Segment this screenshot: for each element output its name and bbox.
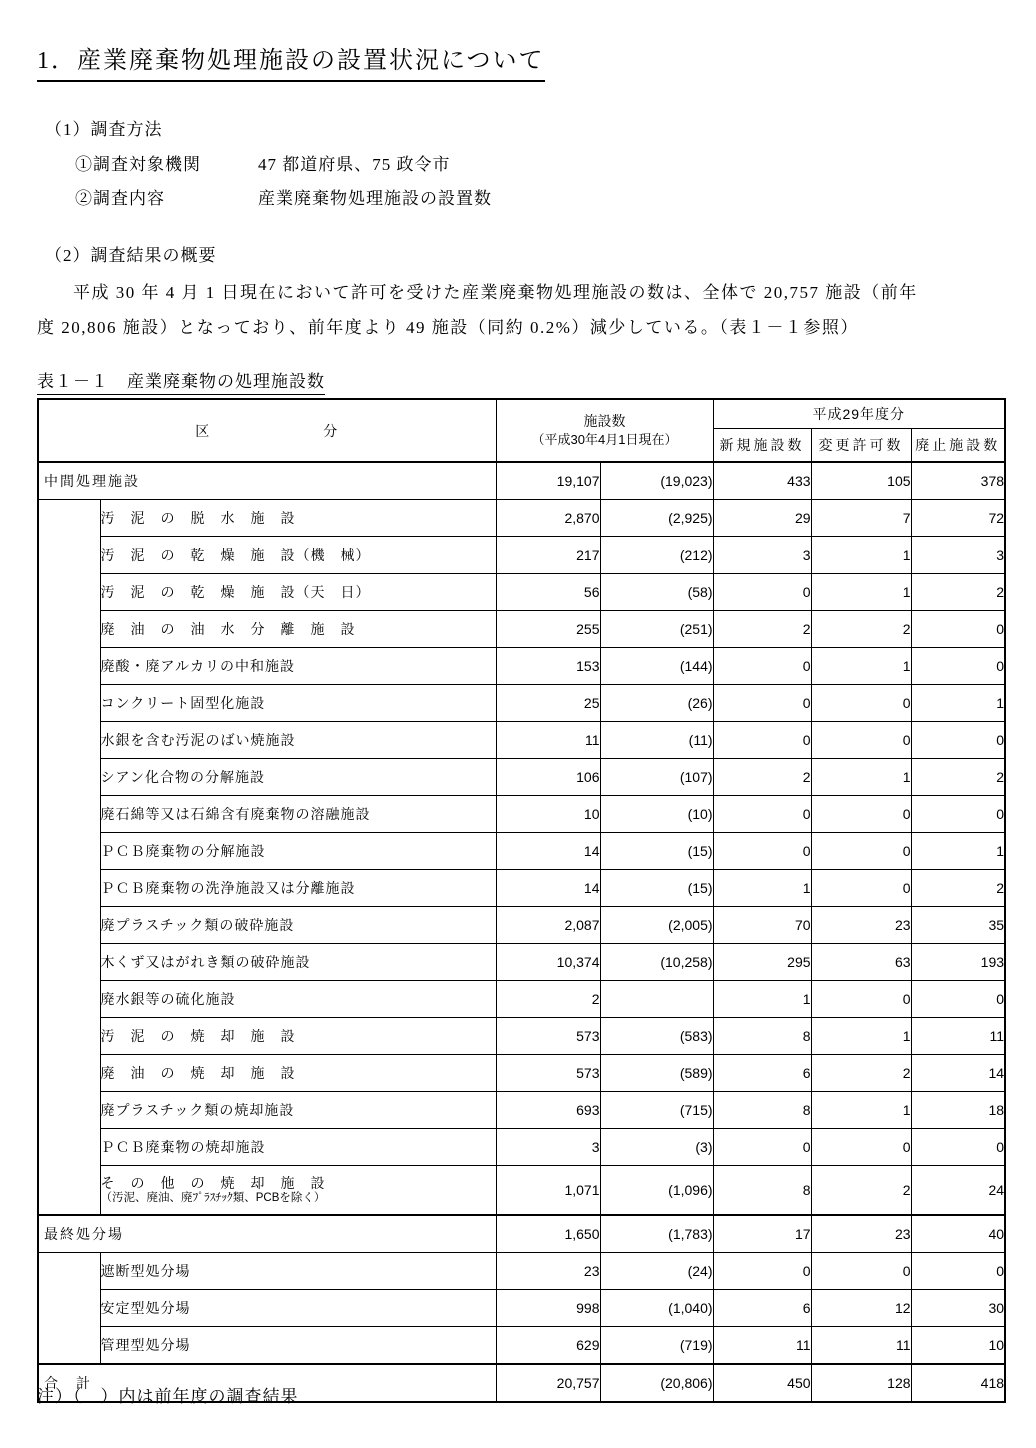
section2-heading: （2）調査結果の概要 <box>45 246 217 265</box>
cell-change: 1 <box>811 1018 911 1055</box>
table-row <box>38 1092 1005 1129</box>
cell-change: 2 <box>811 1166 911 1216</box>
cell-paren: (11) <box>600 722 713 759</box>
facilities-table <box>37 398 1006 1403</box>
cell-change: 0 <box>811 870 911 907</box>
cell-count: 10 <box>496 796 600 833</box>
cell-count: 2 <box>496 981 600 1018</box>
table-row <box>38 944 1005 981</box>
table-row <box>38 1018 1005 1055</box>
cell-new: 0 <box>713 1129 811 1166</box>
cell-paren: (3) <box>600 1129 713 1166</box>
cell-count: 629 <box>496 1327 600 1365</box>
table-row <box>38 611 1005 648</box>
cell-change: 1 <box>811 537 911 574</box>
cell-count: 153 <box>496 648 600 685</box>
header-count-line1: 施設数 <box>583 413 626 430</box>
cell-count: 217 <box>496 537 600 574</box>
survey-content-row <box>75 184 492 209</box>
header-kubun: 区 分 <box>38 399 496 462</box>
cell-new: 8 <box>713 1092 811 1129</box>
table-row <box>38 981 1005 1018</box>
cell-label: 木くず又はがれき類の破砕施設 <box>100 944 496 981</box>
cell-abolish: 0 <box>911 611 1005 648</box>
cell-label: コンクリート固型化施設 <box>100 685 496 722</box>
cell-label: 廃 油 の 油 水 分 離 施 設 <box>100 611 496 648</box>
cell-abolish: 418 <box>911 1364 1005 1402</box>
cell-paren <box>600 981 713 1018</box>
table-body <box>38 462 1005 1402</box>
cell-count: 20,757 <box>496 1364 600 1402</box>
cell-new: 3 <box>713 537 811 574</box>
cell-new: 0 <box>713 833 811 870</box>
cell-change: 0 <box>811 685 911 722</box>
table-row <box>38 1253 1005 1290</box>
cell-paren: (719) <box>600 1327 713 1365</box>
cell-label: 汚 泥 の 脱 水 施 設 <box>100 500 496 537</box>
header-abolished: 廃止施設数 <box>911 429 1005 463</box>
survey-target-label: ①調査対象機関 <box>75 155 201 174</box>
cell-change: 1 <box>811 1092 911 1129</box>
cell-count: 11 <box>496 722 600 759</box>
cell-new: 8 <box>713 1018 811 1055</box>
cell-paren: (589) <box>600 1055 713 1092</box>
cell-change: 0 <box>811 796 911 833</box>
table-header <box>38 399 1005 462</box>
cell-abolish: 0 <box>911 1253 1005 1290</box>
cell-abolish: 18 <box>911 1092 1005 1129</box>
cell-abolish: 0 <box>911 722 1005 759</box>
cell-change: 1 <box>811 648 911 685</box>
cell-paren: (15) <box>600 870 713 907</box>
cell-change: 2 <box>811 611 911 648</box>
survey-content-label: ②調査内容 <box>75 189 165 208</box>
cell-count: 25 <box>496 685 600 722</box>
kubun-indent-spacer <box>38 500 100 1216</box>
survey-content-value: 産業廃棄物処理施設の設置数 <box>258 189 492 208</box>
cell-paren: (15) <box>600 833 713 870</box>
cell-label: ＰＣＢ廃棄物の分解施設 <box>100 833 496 870</box>
cell-abolish: 0 <box>911 981 1005 1018</box>
cell-label: 廃酸・廃アルカリの中和施設 <box>100 648 496 685</box>
cell-change: 0 <box>811 833 911 870</box>
cell-paren: (2,005) <box>600 907 713 944</box>
cell-count: 1,650 <box>496 1215 600 1253</box>
cell-count: 106 <box>496 759 600 796</box>
cell-label: 汚 泥 の 乾 燥 施 設（機 械） <box>100 537 496 574</box>
cell-change: 0 <box>811 981 911 1018</box>
cell-label-line2: （汚泥、廃油、廃ﾌﾟﾗｽﾁｯｸ類、PCBを除く） <box>100 1191 326 1204</box>
cell-abolish: 11 <box>911 1018 1005 1055</box>
cell-label: 廃プラスチック類の破砕施設 <box>100 907 496 944</box>
table-row <box>38 833 1005 870</box>
cell-new: 295 <box>713 944 811 981</box>
table-caption: 表１－１ 産業廃棄物の処理施設数 <box>37 367 325 395</box>
page-title: 1．産業廃棄物処理施設の設置状況について <box>37 40 545 82</box>
cell-change: 1 <box>811 574 911 611</box>
cell-label: 中間処理施設 <box>38 462 496 500</box>
header-count <box>496 399 713 462</box>
cell-label: 廃石綿等又は石綿含有廃棄物の溶融施設 <box>100 796 496 833</box>
cell-abolish: 24 <box>911 1166 1005 1216</box>
cell-abolish: 3 <box>911 537 1005 574</box>
summary-line-1: 平成 30 年 4 月 1 日現在において許可を受けた産業廃棄物処理施設の数は、全体で 20,757 施設（前年 <box>73 283 918 302</box>
cell-new: 1 <box>713 981 811 1018</box>
cell-new: 450 <box>713 1364 811 1402</box>
cell-paren: (1,783) <box>600 1215 713 1253</box>
table-row <box>38 796 1005 833</box>
table-row <box>38 759 1005 796</box>
cell-paren: (10) <box>600 796 713 833</box>
cell-paren: (1,096) <box>600 1166 713 1216</box>
cell-label: 安定型処分場 <box>100 1290 496 1327</box>
cell-count: 23 <box>496 1253 600 1290</box>
table-row <box>38 462 1005 500</box>
cell-change: 128 <box>811 1364 911 1402</box>
table-row <box>38 907 1005 944</box>
cell-paren: (144) <box>600 648 713 685</box>
cell-abolish: 72 <box>911 500 1005 537</box>
footnote: 注）（ ）内は前年度の調査結果 <box>37 1387 299 1406</box>
cell-new: 0 <box>713 1253 811 1290</box>
table-row <box>38 574 1005 611</box>
cell-abolish: 10 <box>911 1327 1005 1365</box>
cell-abolish: 0 <box>911 796 1005 833</box>
cell-label: 最終処分場 <box>38 1215 496 1253</box>
table-row <box>38 1215 1005 1253</box>
cell-count: 10,374 <box>496 944 600 981</box>
cell-change: 7 <box>811 500 911 537</box>
cell-paren: (58) <box>600 574 713 611</box>
cell-change: 23 <box>811 907 911 944</box>
cell-abolish: 2 <box>911 574 1005 611</box>
cell-new: 1 <box>713 870 811 907</box>
cell-count: 573 <box>496 1018 600 1055</box>
cell-abolish: 35 <box>911 907 1005 944</box>
cell-abolish: 30 <box>911 1290 1005 1327</box>
cell-paren: (715) <box>600 1092 713 1129</box>
cell-count: 14 <box>496 833 600 870</box>
cell-abolish: 2 <box>911 759 1005 796</box>
cell-count: 255 <box>496 611 600 648</box>
cell-count: 2,870 <box>496 500 600 537</box>
cell-abolish: 0 <box>911 648 1005 685</box>
cell-label: シアン化合物の分解施設 <box>100 759 496 796</box>
table-row <box>38 685 1005 722</box>
cell-change: 105 <box>811 462 911 500</box>
cell-abolish: 40 <box>911 1215 1005 1253</box>
cell-new: 2 <box>713 611 811 648</box>
cell-change: 1 <box>811 759 911 796</box>
cell-new: 0 <box>713 574 811 611</box>
survey-target-row <box>75 150 451 175</box>
survey-target-value: 47 都道府県、75 政令市 <box>258 155 451 174</box>
cell-change: 11 <box>811 1327 911 1365</box>
table-row <box>38 648 1005 685</box>
table-row <box>38 1327 1005 1365</box>
cell-abolish: 14 <box>911 1055 1005 1092</box>
cell-new: 6 <box>713 1290 811 1327</box>
cell-change: 2 <box>811 1055 911 1092</box>
cell-count: 56 <box>496 574 600 611</box>
cell-count: 998 <box>496 1290 600 1327</box>
cell-label: 水銀を含む汚泥のばい焼施設 <box>100 722 496 759</box>
cell-label-line1: そ の 他 の 焼 却 施 設 <box>100 1174 326 1191</box>
cell-paren: (212) <box>600 537 713 574</box>
cell-new: 2 <box>713 759 811 796</box>
cell-paren: (20,806) <box>600 1364 713 1402</box>
cell-paren: (2,925) <box>600 500 713 537</box>
section1-heading: （1）調査方法 <box>45 120 163 139</box>
cell-abolish: 0 <box>911 1129 1005 1166</box>
cell-paren: (26) <box>600 685 713 722</box>
header-new-facilities: 新規施設数 <box>713 429 811 463</box>
cell-label: ＰＣＢ廃棄物の洗浄施設又は分離施設 <box>100 870 496 907</box>
table-row <box>38 722 1005 759</box>
cell-new: 0 <box>713 685 811 722</box>
table-row <box>38 1290 1005 1327</box>
table-row <box>38 1129 1005 1166</box>
cell-abolish: 1 <box>911 685 1005 722</box>
cell-new: 11 <box>713 1327 811 1365</box>
cell-new: 8 <box>713 1166 811 1216</box>
cell-label: 廃水銀等の硫化施設 <box>100 981 496 1018</box>
cell-paren: (107) <box>600 759 713 796</box>
cell-new: 70 <box>713 907 811 944</box>
cell-new: 0 <box>713 796 811 833</box>
summary-line-2: 度 20,806 施設）となっており、前年度より 49 施設（同約 0.2%）減少している。（表１－１参照） <box>37 318 859 337</box>
header-change-permits: 変更許可数 <box>811 429 911 463</box>
cell-label: ＰＣＢ廃棄物の焼却施設 <box>100 1129 496 1166</box>
table-row <box>38 1055 1005 1092</box>
cell-paren: (10,258) <box>600 944 713 981</box>
cell-count: 14 <box>496 870 600 907</box>
cell-paren: (19,023) <box>600 462 713 500</box>
cell-change: 0 <box>811 1129 911 1166</box>
cell-paren: (24) <box>600 1253 713 1290</box>
cell-abolish: 1 <box>911 833 1005 870</box>
cell-label: 合 計 <box>38 1364 496 1402</box>
table-row <box>38 1166 1005 1216</box>
cell-count: 19,107 <box>496 462 600 500</box>
cell-count: 3 <box>496 1129 600 1166</box>
cell-new: 29 <box>713 500 811 537</box>
cell-change: 12 <box>811 1290 911 1327</box>
cell-new: 433 <box>713 462 811 500</box>
table-row <box>38 537 1005 574</box>
cell-new: 0 <box>713 722 811 759</box>
cell-count: 2,087 <box>496 907 600 944</box>
cell-new: 6 <box>713 1055 811 1092</box>
cell-label <box>100 1166 496 1216</box>
cell-change: 0 <box>811 1253 911 1290</box>
cell-label: 廃 油 の 焼 却 施 設 <box>100 1055 496 1092</box>
cell-label: 汚 泥 の 焼 却 施 設 <box>100 1018 496 1055</box>
cell-paren: (583) <box>600 1018 713 1055</box>
cell-paren: (251) <box>600 611 713 648</box>
cell-count: 1,071 <box>496 1166 600 1216</box>
cell-label: 廃プラスチック類の焼却施設 <box>100 1092 496 1129</box>
cell-change: 63 <box>811 944 911 981</box>
cell-paren: (1,040) <box>600 1290 713 1327</box>
kubun-indent-spacer <box>38 1253 100 1365</box>
cell-abolish: 2 <box>911 870 1005 907</box>
header-count-line2: （平成30年4月1日現在） <box>531 432 678 448</box>
table-row <box>38 500 1005 537</box>
cell-count: 573 <box>496 1055 600 1092</box>
cell-abolish: 378 <box>911 462 1005 500</box>
cell-new: 17 <box>713 1215 811 1253</box>
cell-label: 管理型処分場 <box>100 1327 496 1365</box>
table-row <box>38 870 1005 907</box>
cell-change: 23 <box>811 1215 911 1253</box>
cell-change: 0 <box>811 722 911 759</box>
cell-count: 693 <box>496 1092 600 1129</box>
cell-new: 0 <box>713 648 811 685</box>
cell-abolish: 193 <box>911 944 1005 981</box>
cell-label: 遮断型処分場 <box>100 1253 496 1290</box>
cell-label: 汚 泥 の 乾 燥 施 設（天 日） <box>100 574 496 611</box>
header-h29: 平成29年度分 <box>713 399 1005 429</box>
